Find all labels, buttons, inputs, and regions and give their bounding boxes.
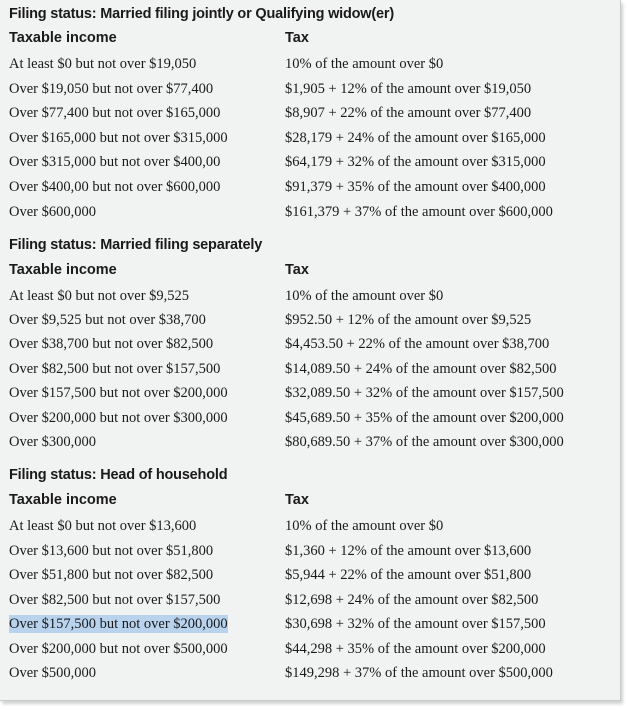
tax-cell: $45,689.50 + 35% of the amount over $200,000: [285, 410, 564, 426]
column-header-taxable-income: Taxable income: [9, 492, 117, 508]
table-row: [0, 104, 620, 128]
table-row: [0, 591, 620, 615]
tax-cell: 10% of the amount over $0: [285, 518, 444, 534]
taxable-income-cell: Over $300,000: [9, 434, 96, 450]
taxable-income-cell: At least $0 but not over $9,525: [9, 288, 190, 304]
taxable-income-cell: Over $82,500 but not over $157,500: [9, 361, 221, 377]
tax-cell: $1,360 + 12% of the amount over $13,600: [285, 543, 532, 559]
taxable-income-cell: Over $200,000 but not over $500,000: [9, 641, 228, 657]
table-row: [0, 409, 620, 433]
table-row: [0, 517, 620, 541]
taxable-income-cell: Over $200,000 but not over $300,000: [9, 410, 228, 426]
table-row: [0, 433, 620, 457]
tax-cell: $161,379 + 37% of the amount over $600,000: [285, 204, 553, 220]
tax-cell: $64,179 + 32% of the amount over $315,000: [285, 154, 546, 170]
taxable-income-cell: Over $51,800 but not over $82,500: [9, 567, 214, 583]
taxable-income-cell: Over $400,00 but not over $600,000: [9, 179, 221, 195]
taxable-income-cell: Over $315,000 but not over $400,00: [9, 154, 221, 170]
column-header-taxable-income: Taxable income: [9, 30, 117, 46]
table-row: [0, 178, 620, 202]
table-row: [0, 203, 620, 227]
tax-cell: $149,298 + 37% of the amount over $500,000: [285, 665, 553, 681]
table-row: [0, 566, 620, 590]
filing-status-heading: Filing status: Married filing separately: [9, 237, 263, 253]
tax-cell: $91,379 + 35% of the amount over $400,000: [285, 179, 546, 195]
filing-status-heading: Filing status: Head of household: [9, 467, 228, 483]
tax-cell: 10% of the amount over $0: [285, 56, 444, 72]
table-row: [0, 80, 620, 104]
taxable-income-cell: At least $0 but not over $19,050: [9, 56, 197, 72]
taxable-income-cell: Over $9,525 but not over $38,700: [9, 312, 206, 328]
table-row: [0, 542, 620, 566]
tax-cell: $12,698 + 24% of the amount over $82,500: [285, 592, 539, 608]
tax-cell: $80,689.50 + 37% of the amount over $300,000: [285, 434, 564, 450]
table-row: [0, 360, 620, 384]
taxable-income-cell: Over $19,050 but not over $77,400: [9, 81, 214, 97]
taxable-income-cell: Over $82,500 but not over $157,500: [9, 592, 221, 608]
tax-cell: $4,453.50 + 22% of the amount over $38,700: [285, 336, 550, 352]
taxable-income-cell: Over $157,500 but not over $200,000: [9, 385, 228, 401]
table-row: [0, 384, 620, 408]
table-row: [0, 55, 620, 79]
taxable-income-cell: Over $13,600 but not over $51,800: [9, 543, 214, 559]
tax-cell: $1,905 + 12% of the amount over $19,050: [285, 81, 532, 97]
taxable-income-cell: Over $500,000: [9, 665, 96, 681]
table-row: [0, 664, 620, 688]
tax-cell: $28,179 + 24% of the amount over $165,000: [285, 130, 546, 146]
column-header-taxable-income: Taxable income: [9, 262, 117, 278]
table-row: [0, 311, 620, 335]
table-row: [0, 129, 620, 153]
filing-status-heading: Filing status: Married filing jointly or Qualifying widow(er): [9, 6, 394, 22]
table-row: [0, 287, 620, 311]
table-row: [0, 640, 620, 664]
tax-cell: $30,698 + 32% of the amount over $157,500: [285, 616, 546, 632]
tax-cell: $952.50 + 12% of the amount over $9,525: [285, 312, 532, 328]
tax-cell: $14,089.50 + 24% of the amount over $82,500: [285, 361, 557, 377]
taxable-income-cell: Over $165,000 but not over $315,000: [9, 130, 228, 146]
column-header-tax: Tax: [285, 262, 309, 278]
tax-cell: $5,944 + 22% of the amount over $51,800: [285, 567, 532, 583]
taxable-income-cell: At least $0 but not over $13,600: [9, 518, 197, 534]
tax-cell: $44,298 + 35% of the amount over $200,000: [285, 641, 546, 657]
column-header-tax: Tax: [285, 492, 309, 508]
tax-cell: 10% of the amount over $0: [285, 288, 444, 304]
tax-cell: $32,089.50 + 32% of the amount over $157,500: [285, 385, 564, 401]
table-row: [0, 153, 620, 177]
taxable-income-cell: Over $600,000: [9, 204, 96, 220]
table-row-highlighted: [0, 615, 620, 639]
table-row: [0, 335, 620, 359]
tax-cell: $8,907 + 22% of the amount over $77,400: [285, 105, 532, 121]
taxable-income-cell: Over $38,700 but not over $82,500: [9, 336, 214, 352]
taxable-income-cell-selected[interactable]: Over $157,500 but not over $200,000: [9, 616, 228, 632]
taxable-income-cell: Over $77,400 but not over $165,000: [9, 105, 221, 121]
column-header-tax: Tax: [285, 30, 309, 46]
